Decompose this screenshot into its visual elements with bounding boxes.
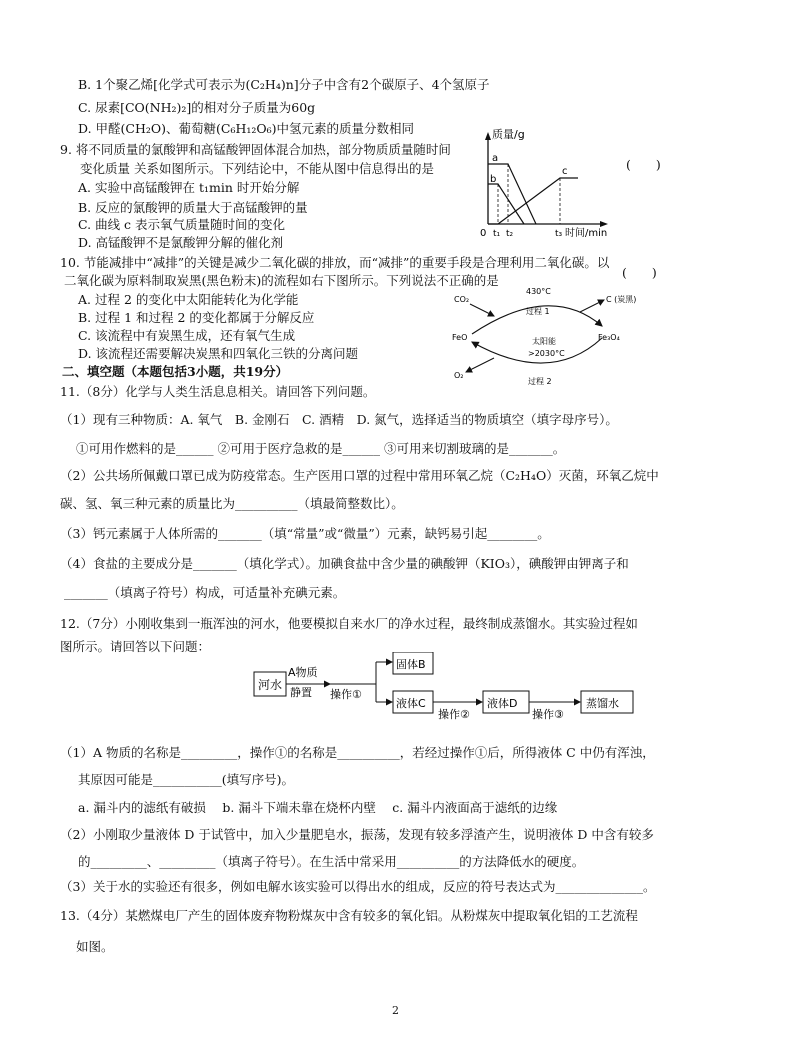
label-feo: FeO — [452, 333, 468, 342]
q12-part1-options: a. 漏斗内的滤纸有破损 b. 漏斗下端未靠在烧杯内壁 c. 漏斗内液面高于滤纸的边缘 — [78, 800, 558, 815]
q10-option-a: A. 过程 2 的变化中太阳能转化为化学能 — [78, 292, 299, 307]
q10-option-c: C. 该流程中有炭黑生成，还有氧气生成 — [78, 328, 296, 343]
flow-op3: 操作③ — [532, 708, 564, 721]
flow-river: 河水 — [258, 678, 283, 692]
o2-out-arrow — [466, 358, 494, 372]
q11-stem: 11.（8分）化学与人类生活息息相关。请回答下列问题。 — [60, 384, 376, 399]
q9-option-a: A. 实验中高锰酸钾在 t₁min 时开始分解 — [78, 180, 300, 195]
graph-origin: 0 — [480, 228, 487, 239]
label-temp1: 430°C — [526, 287, 551, 296]
c-out-arrow — [580, 300, 604, 312]
label-carbon: C (炭黑) — [606, 295, 637, 304]
label-process2: 过程 2 — [528, 377, 552, 386]
q11-part3: （3）钙元素属于人体所需的_______（填“常量”或“微量”）元素，缺钙易引起________。 — [60, 526, 550, 541]
q13-line2: 如图。 — [76, 939, 114, 954]
label-temp2: >2030°C — [528, 349, 565, 358]
y-axis-arrow — [485, 132, 491, 140]
q11-part1-blanks: ①可用作燃料的是______ ②可用于医疗急救的是______ ③可用来切割玻璃的是_______。 — [76, 441, 566, 456]
flow-liquid-d: 液体D — [487, 697, 518, 710]
co2-in-arrow — [470, 304, 494, 316]
q12-part3: （3）关于水的实验还有很多，例如电解水该实验可以得出水的组成，反应的符号表达式为______________。 — [60, 879, 656, 894]
q8-option-b: B. 1个聚乙烯[化学式可表示为(C₂H₄)n]分子中含有2个碳原子、4个氢原子 — [78, 77, 490, 92]
label-o2: O₂ — [454, 371, 464, 380]
q12-part2-line1: （2）小刚取少量液体 D 于试管中，加入少量肥皂水，振荡，发现有较多浮渣产生，说明液体 D 中含有较多 — [60, 827, 654, 842]
q9-mass-time-graph — [478, 124, 614, 240]
q11-part2-line2: 碳、氢、氧三种元素的质量比为__________（填最简整数比）。 — [60, 496, 404, 511]
q9-stem-line1: 9. 将不同质量的氯酸钾和高锰酸钾固体混合加热，部分物质质量随时间 — [60, 142, 451, 157]
flow-agent: A物质 — [288, 666, 318, 679]
q9-stem-line2: 变化质量 关系如图所示。下列结论中，不能从图中信息得出的是 — [80, 161, 434, 176]
curve-label-c: c — [562, 166, 568, 177]
curve-label-a: a — [492, 153, 499, 164]
flow-settle: 静置 — [290, 686, 312, 699]
section-heading-fill-in: 二、填空题（本题包括3小题，共19分） — [62, 364, 289, 379]
flow-op2: 操作② — [438, 708, 470, 721]
flow-distilled: 蒸馏水 — [586, 697, 619, 710]
q9-answer-paren: ( ) — [626, 157, 661, 172]
x-axis-arrow — [600, 221, 608, 227]
q12-part2-line2: 的_________、_________（填离子符号）。在生活中常采用__________的方法降低水的硬度。 — [78, 854, 585, 869]
tick-t3: t₃ — [555, 229, 563, 239]
curve-a — [488, 164, 536, 224]
tick-t2: t₂ — [506, 229, 514, 239]
q12-stem-line2: 图所示。请回答以下问题： — [60, 639, 211, 654]
q8-option-c: C. 尿素[CO(NH₂)₂]的相对分子质量为60g — [78, 100, 316, 115]
q9-option-d: D. 高锰酸钾不是氯酸钾分解的催化剂 — [78, 235, 284, 250]
flow-op1: 操作① — [330, 688, 362, 701]
graph-y-label: 质量/g — [492, 128, 525, 141]
label-solar: 太阳能 — [532, 337, 556, 346]
q10-cycle-diagram — [440, 282, 670, 388]
q11-part2-line1: （2）公共场所佩戴口罩已成为防疫常态。生产医用口罩的过程中常用环氧乙烷（C₂H₄O）灭菌，环氧乙烷中 — [60, 468, 659, 483]
q9-option-c: C. 曲线 c 表示氧气质量随时间的变化 — [78, 217, 286, 232]
curve-label-b: b — [490, 174, 497, 185]
flow-liquid-c: 液体C — [396, 697, 426, 710]
q10-option-d: D. 该流程还需要解决炭黑和四氧化三铁的分离问题 — [78, 346, 359, 361]
flow-solid-b: 固体B — [396, 658, 426, 671]
q10-stem-line2: 二氧化碳为原料制取炭黑(黑色粉末)的流程如右下图所示。下列说法不正确的是 — [64, 273, 499, 288]
label-co2: CO₂ — [454, 295, 470, 304]
q10-answer-paren: ( ) — [622, 265, 657, 280]
label-process1: 过程 1 — [526, 307, 550, 316]
q9-option-b: B. 反应的氯酸钾的质量大于高锰酸钾的量 — [78, 200, 308, 215]
q12-part1-line2: 其原因可能是___________(填写序号)。 — [78, 772, 295, 787]
q12-stem-line1: 12.（7分）小刚收集到一瓶浑浊的河水，他要模拟自来水厂的净水过程，最终制成蒸馏水。其实验过程如 — [60, 616, 638, 631]
tick-t1: t₁ — [493, 229, 501, 239]
page-number: 2 — [392, 1004, 399, 1017]
q10-stem-line1: 10. 节能减排中“减排”的关键是减少二氧化碳的排放，而“减排”的重要手段是合理利用二氧化碳。以 — [60, 255, 610, 270]
q11-part4-line2: _______（填离子符号）构成，可适量补充碘元素。 — [64, 585, 346, 600]
q10-option-b: B. 过程 1 和过程 2 的变化都属于分解反应 — [78, 310, 315, 325]
graph-x-label: 时间/min — [565, 228, 608, 239]
q11-part1: （1）现有三种物质：A. 氧气 B. 金刚石 C. 酒精 D. 氮气，选择适当的物质填空（填字母序号）。 — [60, 412, 618, 427]
label-fe3o4: Fe₃O₄ — [598, 333, 620, 342]
q11-part4-line1: （4）食盐的主要成分是_______（填化学式）。加碘食盐中含少量的碘酸钾（KIO₃），碘酸钾由钾离子和 — [60, 556, 629, 571]
q12-part1-line1: （1）A 物质的名称是_________，操作①的名称是__________，若经过操作①后，所得液体 C 中仍有浑浊， — [60, 745, 655, 760]
q12-purification-flowchart — [250, 652, 740, 724]
q8-option-d: D. 甲醛(CH₂O)、葡萄糖(C₆H₁₂O₆)中氢元素的质量分数相同 — [78, 121, 415, 136]
q13-line1: 13.（4分）某燃煤电厂产生的固体废弃物粉煤灰中含有较多的氧化铝。从粉煤灰中提取氧化铝的工艺流程 — [60, 908, 638, 923]
